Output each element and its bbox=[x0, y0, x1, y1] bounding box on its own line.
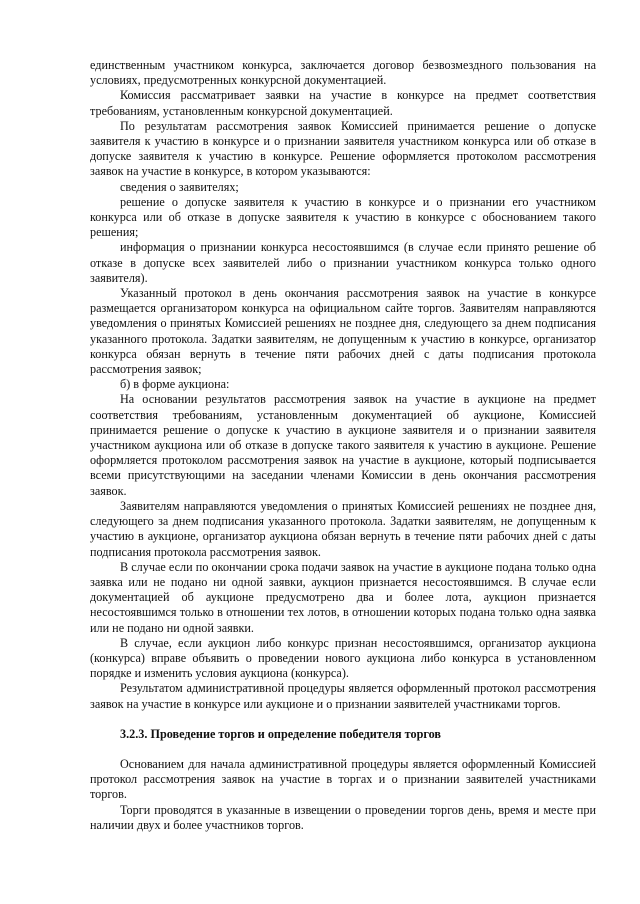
paragraph-auction-review: На основании результатов рассмотрения заявок на участие в аукционе на предмет соответствия требованиям, установленным документацией об аукционе, Комиссией принимается решение о допуске к участию в аукционе заявителя и о признании заявителя участником аукциона или об отказе в допуске такого заявителя к участию в аукционе. Решение оформляется протоколом рассмотрения заявок на участие в аукционе, который подписывается всеми присутствующими на заседании членами Комиссии в день окончания рассмотрения заявок. bbox=[90, 392, 596, 498]
paragraph-auction-notifications: Заявителям направляются уведомления о принятых Комиссией решениях не позднее дня, следующего за днем подписания указанного протокола. Задатки заявителям, не допущенным к участию в аукционе, организатор аукциона обязан вернуть в течение пяти рабочих дней с даты подписания протокола рассмотрения заявок. bbox=[90, 498, 596, 559]
paragraph-procedure-result: Результатом административной процедуры является оформленный протокол рассмотрения заявок на участие в конкурсе или аукционе и о признании заявителей участниками торгов. bbox=[90, 681, 596, 711]
paragraph-admission-decision: решение о допуске заявителя к участию в конкурсе и о признании его участником конкурса или об отказе в допуске заявителя к участию в конкурсе с обоснованием такого решения; bbox=[90, 194, 596, 240]
paragraph-applicant-info: сведения о заявителях; bbox=[120, 179, 239, 194]
document-page bbox=[90, 58, 596, 833]
paragraph-auction-conditions: Торги проводятся в указанные в извещении о проведении торгов день, время и месте при наличии двух и более участников торгов. bbox=[90, 802, 596, 832]
paragraph-auction-form: б) в форме аукциона: bbox=[120, 377, 230, 392]
paragraph-commission-review: Комиссия рассматривает заявки на участие в конкурсе на предмет соответствия требованиям, установленным конкурсной документацией. bbox=[90, 88, 596, 118]
paragraph-review-results: По результатам рассмотрения заявок Комиссией принимается решение о допуске заявителя к участию в конкурсе и о признании заявителя участником конкурса или об отказе в допуске заявителя к участию в конкурсе. Решение оформляется протоколом рассмотрения заявок на участие в конкурсе, в котором указываются: bbox=[90, 118, 596, 179]
paragraph-continuation: единственным участником конкурса, заключается договор безвозмездного пользования на условиях, предусмотренных конкурсной документацией. bbox=[90, 58, 596, 88]
paragraph-procedure-basis: Основанием для начала административной процедуры является оформленный Комиссией протокол рассмотрения заявок на участие в торгах и о признании заявителей участниками торгов. bbox=[90, 756, 596, 802]
paragraph-new-auction: В случае, если аукцион либо конкурс признан несостоявшимся, организатор аукциона (конкурса) вправе объявить о проведении нового аукциона либо конкурса в установленном порядке и изменить условия аукциона (конкурса). bbox=[90, 635, 596, 681]
paragraph-failed-contest-info: информация о признании конкурса несостоявшимся (в случае если принято решение об отказе в допуске всех заявителей либо о признании участником конкурса только одного заявителя). bbox=[90, 240, 596, 285]
paragraph-single-application: В случае если по окончании срока подачи заявок на участие в аукционе подана только одна заявка или не подано ни одной заявки, аукцион признается несостоявшимся. В случае если документацией об аукционе предусмотрено два и более лота, аукцион признается несостоявшимся только в отношении тех лотов, в отношении которых подана только одна заявка или не подано ни одной заявки. bbox=[90, 559, 596, 635]
section-heading: 3.2.3. Проведение торгов и определение победителя торгов bbox=[120, 726, 441, 741]
paragraph-protocol-publication: Указанный протокол в день окончания рассмотрения заявок на участие в конкурсе размещается организатором конкурса на официальном сайте торгов. Заявителям направляются уведомления о принятых Комиссией решениях не позднее дня, следующего за днем подписания указанного протокола. Задатки заявителям, не допущенным к участию в конкурсе, организатор конкурса обязан вернуть в течение пяти рабочих дней с даты подписания протокола рассмотрения заявок; bbox=[90, 286, 596, 377]
